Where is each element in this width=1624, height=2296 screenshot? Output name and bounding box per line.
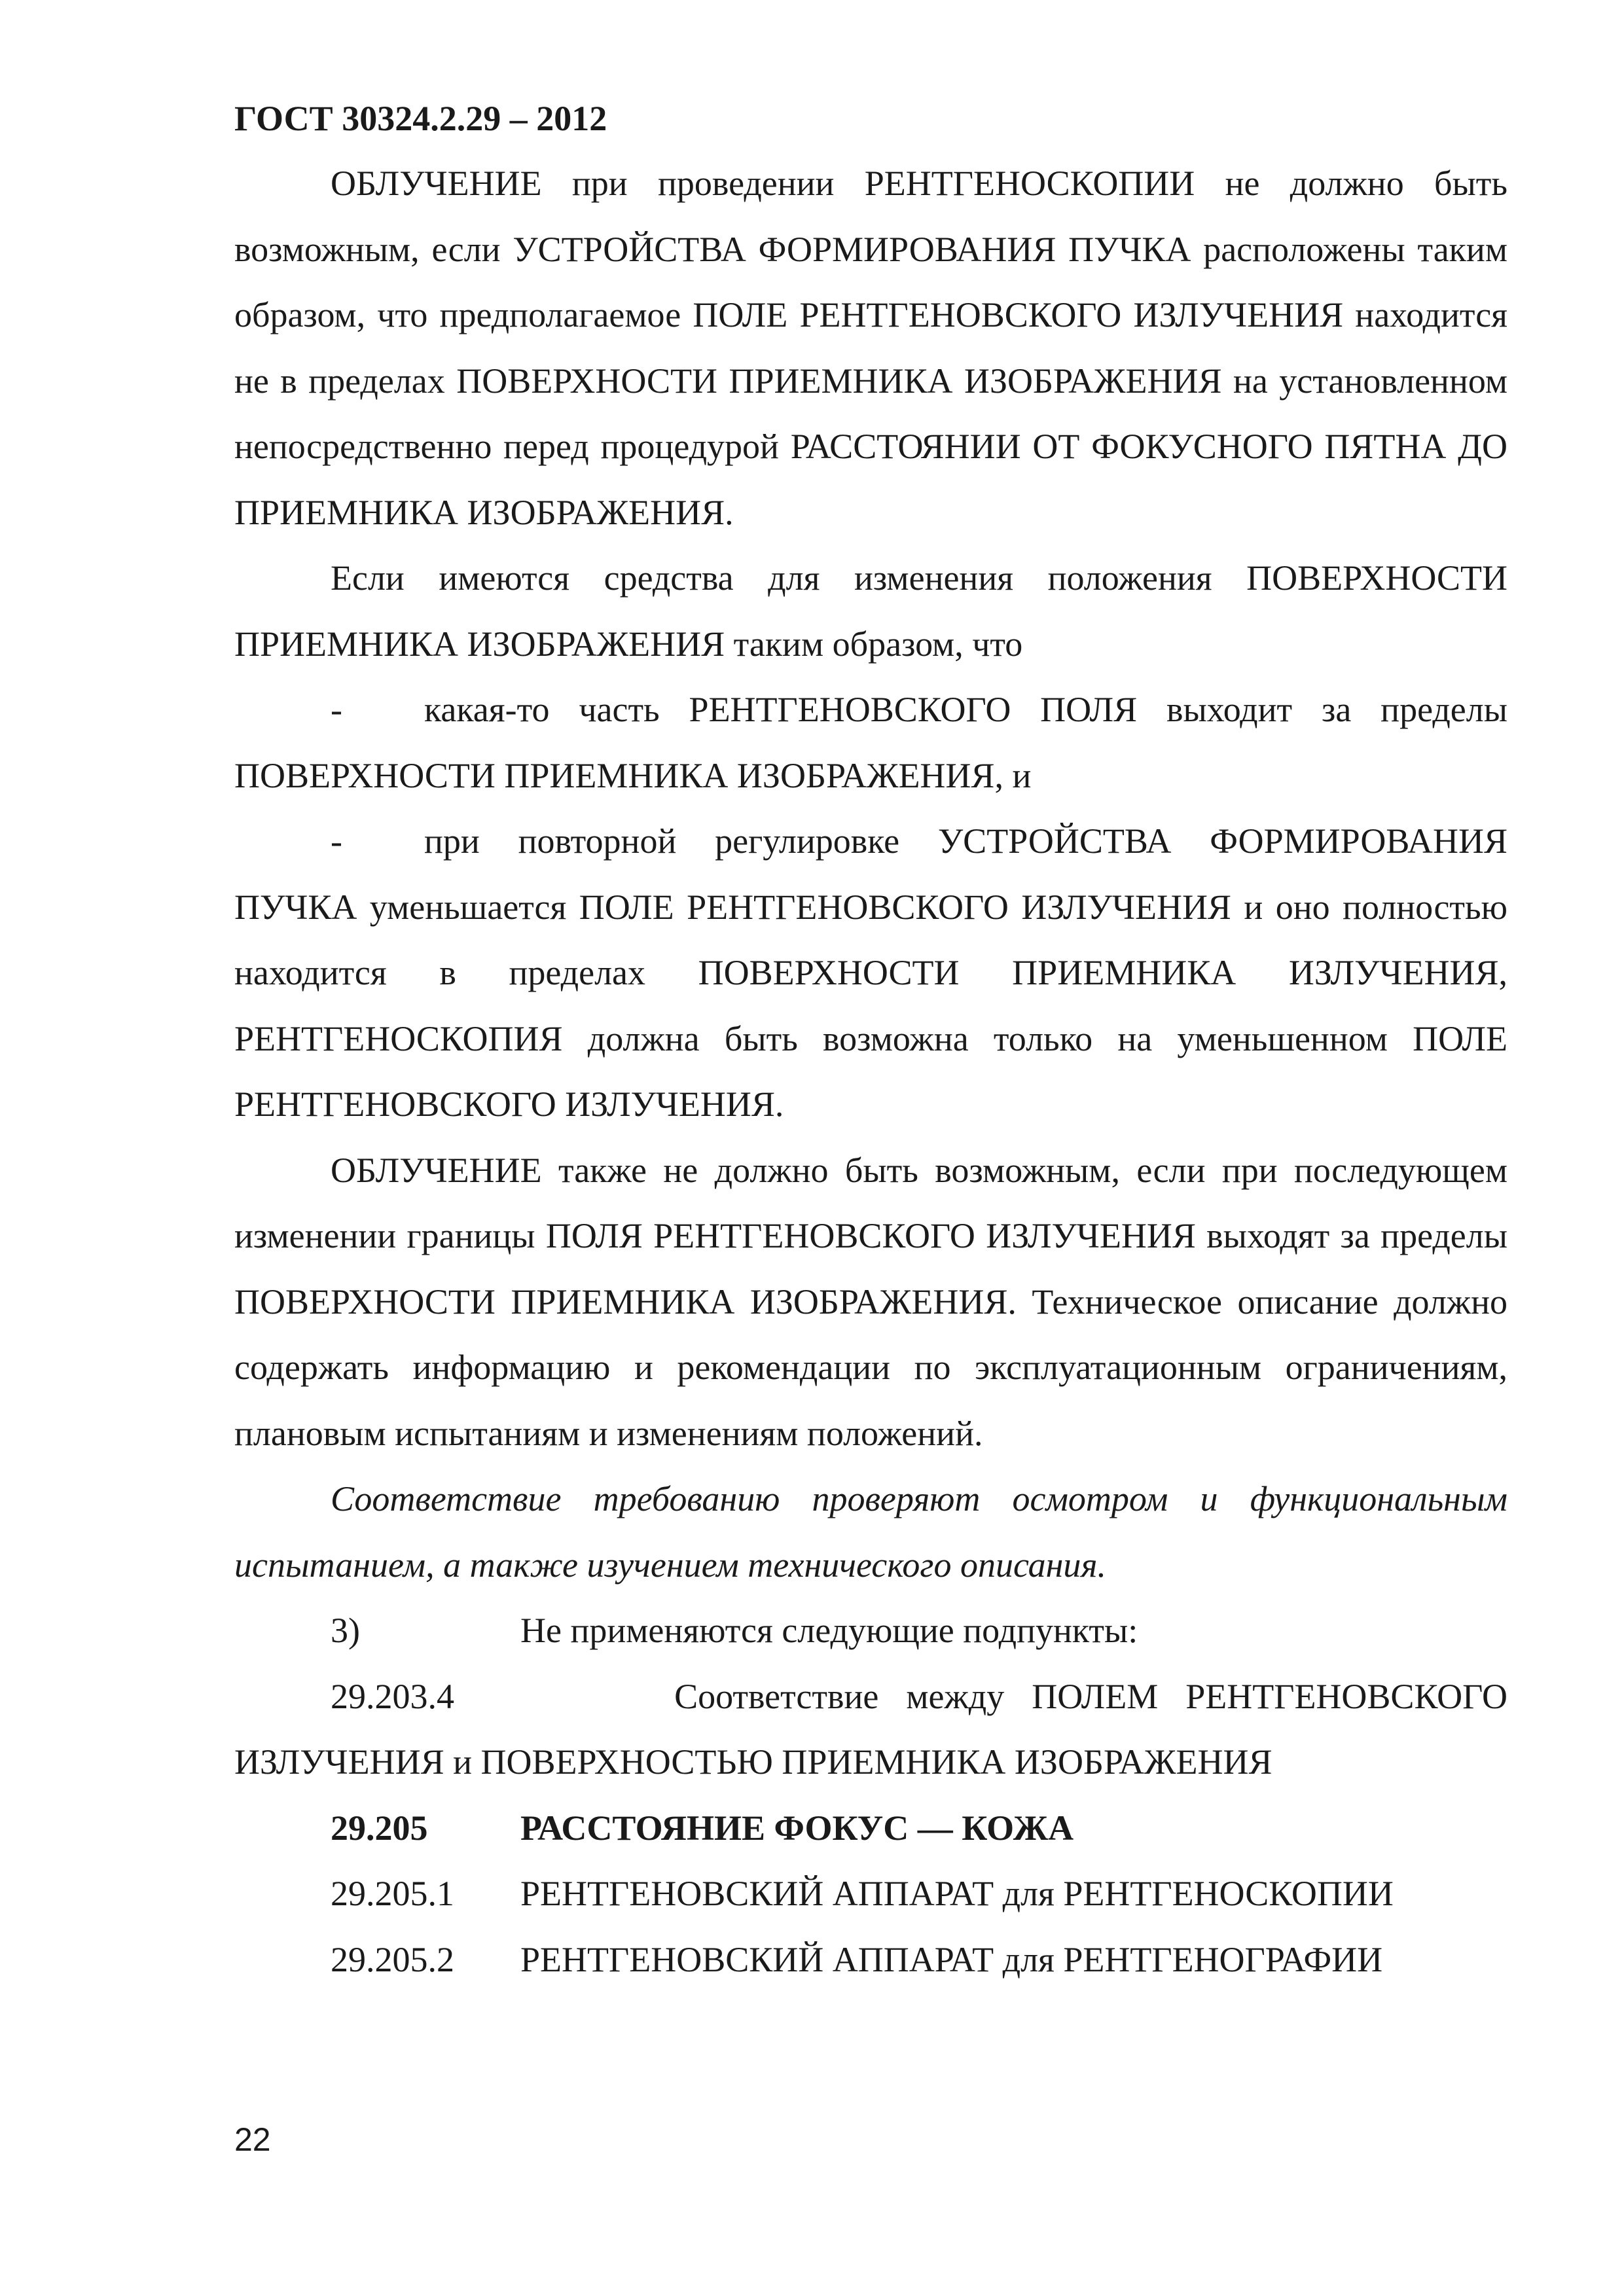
list-bullet-dash: - (331, 690, 342, 729)
paragraph-compliance-check: Соответствие требованию проверяют осмотром и функциональным испытанием, а также изучением технического описания. (234, 1479, 1507, 1585)
list-item (234, 677, 1507, 808)
paragraph-exposure-boundary: ОБЛУЧЕНИЕ также не должно быть возможным, если при последующем изменении границы ПОЛЯ РЕНТГЕНОВСКОГО ИЗЛУЧЕНИЯ выходят за пределы ПОВЕРХНОСТИ ПРИЕМНИКА ИЗОБРАЖЕНИЯ. Техническое описание должно содержать информацию и рекомендации по эксплуатационным ограничениям, плановым испытаниям и изменениям положений. (234, 1150, 1507, 1453)
clause-29-203-4 (234, 1664, 1507, 1795)
item-number: 3) (331, 1611, 360, 1650)
section-heading-29-205 (234, 1795, 1507, 1861)
clause-number: 29.203.4 (331, 1676, 454, 1716)
clause-title: РЕНТГЕНОВСКИЙ АППАРАТ для РЕНТГЕНОГРАФИИ (520, 1939, 1383, 1979)
document-body (234, 151, 1507, 1992)
section-title: РАССТОЯНИЕ ФОКУС — КОЖА (520, 1808, 1074, 1848)
list-item (234, 808, 1507, 1138)
clause-29-205-1 (234, 1861, 1507, 1927)
clause-number: 29.205.1 (331, 1874, 454, 1913)
clause-number: 29.205.2 (331, 1939, 454, 1979)
paragraph-receptor-position: Если имеются средства для изменения положения ПОВЕРХНОСТИ ПРИЕМНИКА ИЗОБРАЖЕНИЯ таким образом, что (234, 558, 1507, 664)
list-item-text: какая-то часть РЕНТГЕНОВСКОГО ПОЛЯ выходит за пределы ПОВЕРХНОСТИ ПРИЕМНИКА ИЗОБРАЖЕНИЯ, и (234, 690, 1507, 795)
section-number: 29.205 (331, 1808, 428, 1848)
list-bullet-dash: - (331, 821, 342, 861)
paragraph-exposure-fluoroscopy: ОБЛУЧЕНИЕ при проведении РЕНТГЕНОСКОПИИ не должно быть возможным, если УСТРОЙСТВА ФОРМИРОВАНИЯ ПУЧКА расположены таким образом, что предполагаемое ПОЛЕ РЕНТГЕНОВСКОГО ИЗЛУЧЕНИЯ находится не в пределах ПОВЕРХНОСТИ ПРИЕМНИКА ИЗОБРАЖЕНИЯ на установленном непосредственно перед процедурой РАССТОЯНИИ ОТ ФОКУСНОГО ПЯТНА ДО ПРИЕМНИКА ИЗОБРАЖЕНИЯ. (234, 164, 1507, 532)
page-number: 22 (234, 2121, 271, 2158)
clause-29-205-2 (234, 1927, 1507, 1993)
standard-header: ГОСТ 30324.2.29 – 2012 (234, 99, 607, 138)
clause-title: РЕНТГЕНОВСКИЙ АППАРАТ для РЕНТГЕНОСКОПИИ (520, 1874, 1394, 1913)
list-item-text: при повторной регулировке УСТРОЙСТВА ФОРМИРОВАНИЯ ПУЧКА уменьшается ПОЛЕ РЕНТГЕНОВСКОГО ИЗЛУЧЕНИЯ и оно полностью находится в пределах ПОВЕРХНОСТИ ПРИЕМНИКА ИЗЛУЧЕНИЯ, РЕНТГЕНОСКОПИЯ должна быть возможна только на уменьшенном ПОЛЕ РЕНТГЕНОВСКОГО ИЗЛУЧЕНИЯ. (234, 821, 1507, 1124)
clause-title: Соответствие между ПОЛЕМ РЕНТГЕНОВСКОГО ИЗЛУЧЕНИЯ и ПОВЕРХНОСТЬЮ ПРИЕМНИКА ИЗОБРАЖЕНИЯ (234, 1676, 1507, 1782)
list-item-3 (234, 1598, 1507, 1664)
item-text: Не применяются следующие подпункты: (520, 1611, 1138, 1650)
